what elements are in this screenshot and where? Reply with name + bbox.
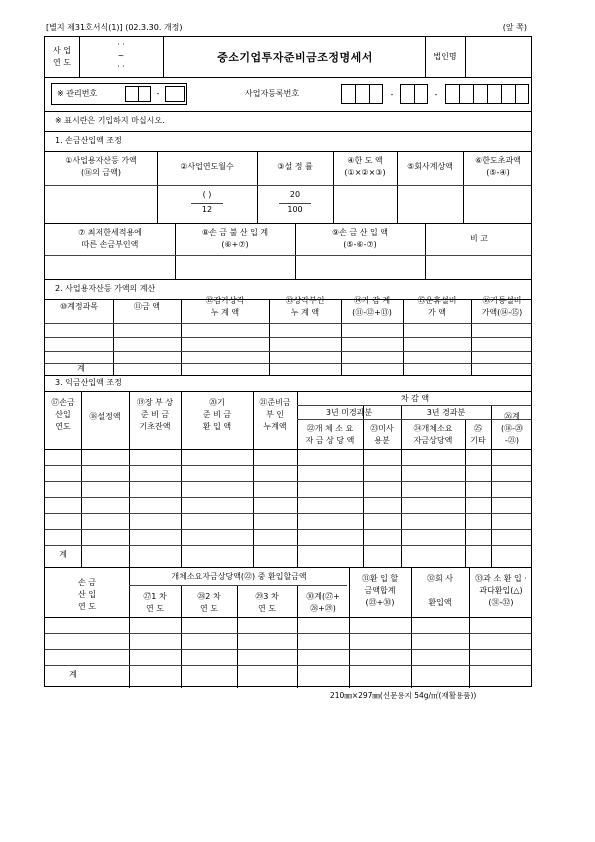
page-side: (앞 쪽) [502, 23, 527, 32]
col-17-year: ⑰손금 산입 연도 [51, 398, 75, 431]
col-18-set-amount: ⑱설정액 [89, 412, 121, 421]
deduct-group-header: 차 감 액 [400, 394, 430, 403]
col-15-idle: ⑮운휴설비 가 액 [417, 296, 457, 317]
under-3y-header: 3년 미경과분 [325, 408, 373, 417]
sec2-total-label: 계 [77, 364, 85, 373]
dash: - [434, 90, 438, 99]
over-3y-header: 3년 경과분 [426, 408, 466, 417]
section-3-title: 3. 익금산입액 조정 [55, 378, 122, 387]
rate-numerator: 20 [289, 190, 301, 199]
col-21-disallowed: ㉑준비금 부 인 누계액 [259, 398, 291, 431]
form-header [46, 20, 531, 34]
col-23-unused: ㉓미사 용분 [370, 424, 394, 445]
notice: ※ 표시란은 기입하지 마십시오. [55, 116, 165, 125]
page-title: 중소기업투자준비금조정명세서 [217, 51, 373, 64]
col-12-depreciation: ⑫감가상각 누 계 액 [205, 296, 245, 317]
col-20-reversed: ⑳기 준 비 금 환 입 액 [202, 398, 232, 431]
col-6-excess: ⑥한도초과액 (⑤-④) [475, 156, 521, 177]
col-31-total-reversal: ㉛환 입 할 금액합계 (㉓+㉚) [361, 574, 399, 607]
biz-reg-no-field-1[interactable] [341, 84, 383, 104]
mgmt-no-field-2[interactable] [165, 86, 185, 102]
col-3-rate: ③설 정 률 [277, 162, 313, 171]
col-4-limit: ④한 도 액 (①×②×③) [344, 156, 386, 177]
col-26-total: ㉖계 (⑱-⑳ -㉑) [500, 412, 523, 445]
section-2-title: 2. 사업용자산등 가액의 계산 [55, 284, 156, 293]
paper-spec: 210㎜×297㎜(신문용지 54g/㎡(재활용품)) [330, 691, 477, 700]
form-body [44, 36, 532, 687]
col-14-adjusted: ⑭가 감 계 (⑪-⑫+⑬) [352, 296, 392, 317]
col-27-year1: ㉗1 차 연 도 [143, 592, 167, 613]
sec4-total-label: 계 [69, 670, 77, 679]
col-2-months: ②사업연도월수 [180, 162, 234, 171]
col-19-opening: ⑲장 부 상 준 비 금 기초잔액 [136, 398, 174, 431]
section-1-title: 1. 손금산입액 조정 [55, 136, 122, 145]
sec3-total-label: 계 [59, 550, 67, 559]
fiscal-year-label: 사 업 연 도 [53, 46, 71, 67]
col-33-over-under: ㉝과 소 환 입 · 과다환입(△) (㉛-㉜) [475, 574, 527, 607]
form-reference: [별지 제31호서식(1)] (02.3.30. 개정) [46, 23, 183, 32]
corp-name-field[interactable] [466, 38, 531, 76]
col-11-amount: ⑪금 액 [134, 302, 160, 311]
col-5-company-amount: ⑤회사계상액 [407, 162, 453, 171]
col-25-other: ㉕ 기타 [470, 424, 486, 445]
col-32-company-reversal: ㉜회 사 환입액 [427, 574, 453, 607]
col-13-disallowed: ⑬상각부인 누 계 액 [285, 296, 325, 317]
col-24-replacement: ㉔개체소요 자금상당액 [413, 424, 453, 445]
col-year-deducted: 손 금 산 입 연 도 [78, 578, 96, 611]
col-1-business-asset: ①사업용자산등 가액 (⑯의 금액) [65, 156, 137, 177]
reversal-group-header: 개체소요자금상당액(㉒) 중 환입할금액 [171, 572, 307, 581]
col-30-subtotal: ㉚계(㉗+ ㉘+㉙) [306, 592, 340, 613]
rate-denominator: 100 [287, 205, 303, 214]
col-16-operating: ⑯가동설비 가액(⑭-⑮) [481, 296, 523, 317]
months-numerator: ( ) [202, 190, 212, 199]
col-28-year2: ㉘2 차 연 도 [197, 592, 221, 613]
col-29-year3: ㉙3 차 연 도 [255, 592, 279, 613]
fiscal-period: · · ~ · · [117, 40, 125, 71]
biz-reg-no-label: 사업자등록번호 [245, 89, 300, 98]
corp-name-label: 법인명 [433, 52, 457, 61]
dash: - [390, 90, 394, 99]
months-denominator: 12 [201, 205, 213, 214]
col-22-replacement: ㉒개 체 소 요 자 금 상 당 액 [305, 424, 355, 445]
col-10-account: ⑩계정과목 [59, 302, 99, 311]
col-remarks: 비 고 [470, 234, 488, 243]
col-9-deductible: ⑨손 금 산 입 액 (⑤-⑥-⑦) [332, 228, 388, 249]
mgmt-no-label: ※ 관리번호 [57, 89, 98, 98]
col-7-min-tax: ⑦ 최저한세적용에 따른 손금부인액 [78, 228, 142, 249]
col-8-nondeductible: ⑧손 금 불 산 입 계 (⑥+⑦) [201, 228, 269, 249]
dash: - [156, 89, 160, 98]
